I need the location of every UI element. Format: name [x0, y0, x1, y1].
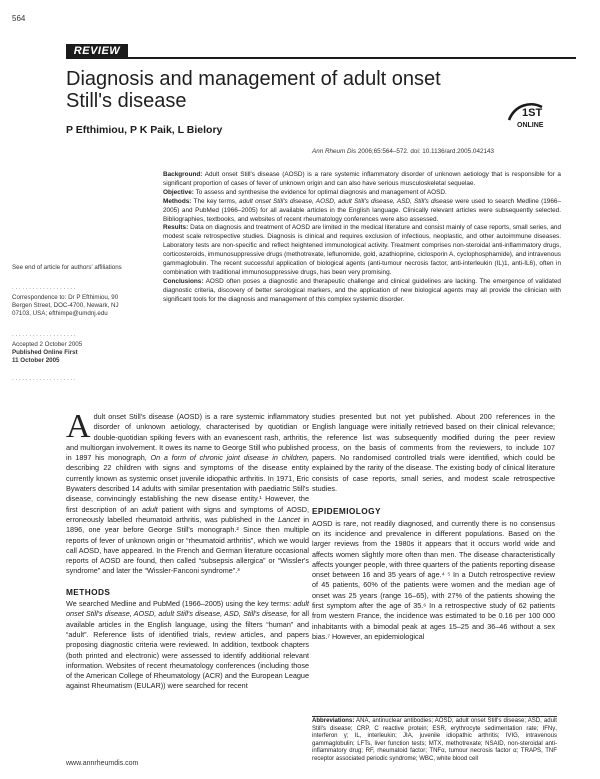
article-authors: P Efthimiou, P K Paik, L Bielory [66, 124, 223, 136]
abstract-methods [163, 198, 561, 225]
abbreviations-box [312, 716, 557, 763]
epidemiology-heading: EPIDEMIOLOGY [312, 506, 381, 517]
footer-url: www.annrheumdis.com [66, 760, 139, 767]
monograph-title: On a form of chronic joint disease in children, [150, 453, 310, 463]
first-online-logo [506, 98, 548, 134]
correspondence: Correspondence to: Dr P Efthimiou, 90 Bergen Street, DOC-4700, Newark, NJ 07103, USA; efthimpe@umdnj.edu [12, 294, 119, 317]
methods-text-1: We searched Medline and PubMed (1966–2005) using the key terms: [66, 599, 292, 609]
citation-details: 2006;65:564–572. doi: 10.1136/ard.2005.042143 [357, 148, 494, 155]
intro-paragraph [66, 408, 310, 577]
abstract-objective [163, 189, 561, 198]
journal-name: Ann Rheum Dis [312, 148, 357, 155]
intro-text-3: patient with signs and symptoms of AOSD, erroneously labelled rheumatoid arthritis, was published in the [66, 504, 310, 524]
first-online-bottom-text: ONLINE [517, 122, 544, 129]
abbreviations-text: ANA, antinuclear antibodies; AOSD, adult onset Still's disease; ASD, adult Still's disease; CRP, C reactive protein; ESR, erythrocyte sedimentation rate; IFNγ, interferon γ; IL, interleukin; JIA, juvenile idiopathic arthritis; IVIG, intravenous gammaglobulin; LFTs, liver function tests; MTX, methotrexate; NSAID, non-steroidal anti-inflammatory drug; RF, rheumatoid factor; TNFα, tumour necrosis factor α; TRAPS, TNF receptor associated periodic syndrome; WBC, white blood cell [312, 718, 557, 762]
abstract-conclusions-label: Conclusions: [163, 277, 204, 285]
abstract [163, 171, 561, 305]
page-number: 564 [12, 14, 26, 23]
abstract-results [163, 224, 561, 277]
methods-paragraph [66, 599, 309, 692]
article-citation [312, 148, 494, 155]
abstract-conclusions-text: AOSD often poses a diagnostic and therapeutic challenge and clinical guidelines are lacking. The emergence of validated diagnostic criteria, discovery of better serological markers, and the application of new biological agents may all provide the clinician with significant tools for the diagnosis and management of this complex systemic disorder. [163, 277, 561, 303]
methods-continued-paragraph: studies presented but not yet published. About 200 references in the English language were initially retrieved based on their clinical relevance; the reference list was subsequently modified during the peer review process, on the basis of comments from the reviewers, to include 107 papers. No randomised controlled trials were identified, which could be explained by the rarity of the disease. The existing body of clinical literature consists of case reports, small series, and modest scale retrospective studies. [312, 412, 555, 494]
abstract-methods-terms: adult onset Still's disease, AOSD, adult Still's disease, ASD, Still's disease [239, 197, 453, 205]
intro-text-2: describing 22 children with signs and symptoms of the disease entity currently known as systemic onset juvenile idiopathic arthritis. In 1971, Eric Bywaters described 14 adults with similar presentation with paediatric Still's disease, convincingly establishing the new disease entity.¹ However, the first description of an [66, 463, 309, 514]
epidemiology-paragraph: AOSD is rare, not readily diagnosed, and currently there is no consensus on its incidence and prevalence in different populations. Based on the larger reviews from the 1980s it appears that it occurs world wide and affects women slightly more often than men. The disease characteristically affects younger people, with three quarters of the patients reporting disease onset between 16 and 35 years of age.⁴ ⁵ In a Dutch retrospective review of 45 patients, 60% of the patients were women and the median age of onset was 25 years (range 16–65), with 27% of the patients showing the first symptom after the age of 35.⁶ In a retrospective study of 62 patients from western France, the incidence was estimated to be 0.16 per 100 000 inhabitants with a bimodal peak at ages 15–25 and 36–46 without a sex bias.⁷ However, an epidemiological [312, 518, 555, 641]
methods-text-2: for all available articles in the English language, using the filters “human” and “adult”. Reference lists of identified trials, review articles, and papers proposing diagnostic criteria were reviewed. In addition, textbook chapters (both printed and electronic) were assessed to identify additional relevant information. Websites of recent rheumatology conferences (including those of the American College of Rheumatology (ACR) and the European League against Rheumatism (EULAR)) were searched for recent [66, 609, 310, 691]
abstract-results-text: Data on diagnosis and treatment of AOSD are limited in the medical literature and consist mainly of case reports, small series, and modest scale retrospective studies. Diagnosis is clinical and requires exclusion of infectious, neoplastic, and other autoimmune diseases. Laboratory tests are non-specific and reflect heightened immunological activity. Treatment comprises non-steroidal anti-inflammatory drugs, corticosteroids, immunosuppressive drugs (methotrexate, leflunomide, gold, azathioprine, ciclosporin A, cyclophosphamide), and intravenous gammaglobulin. The recent successful application of biological agents (anti-tumour necrosis factor, anti-interleukin (IL)1, anti-IL6), often in combination with traditional immunosuppressive drugs, has been very promising. [163, 224, 561, 276]
abstract-background-text: Adult onset Still's disease (AOSD) is a rare systemic inflammatory disorder of unknown aetiology that is responsible for a significant proportion of cases of fever of unknown origin and can also have serious musculoskeletal sequelae. [163, 171, 561, 187]
sidebar-divider-2: . . . . . . . . . . . . . . . . . . . [12, 331, 76, 338]
article-title: Diagnosis and management of adult onset Still's disease [66, 68, 441, 112]
abstract-results-label: Results: [163, 224, 189, 232]
first-online-top-text: 1ST [522, 107, 543, 119]
abstract-background-label: Background: [163, 171, 203, 178]
body-column-left [66, 408, 310, 692]
section-label: REVIEW [66, 44, 128, 58]
article-dates [12, 341, 132, 365]
abstract-methods-label: Methods: [163, 197, 192, 205]
abbreviations-label: Abbreviations: [312, 718, 355, 724]
published-label: Published Online First [12, 349, 78, 356]
abstract-conclusions [163, 278, 561, 305]
intro-adult-emphasis: adult [141, 504, 158, 514]
lancet-journal: Lancet [278, 514, 300, 524]
intro-text-4: in 1896, one year before George Still's monograph.² Since then multiple reports of fever of unknown origin or “rheumatoid arthritis”, which we would call AOSD, have appeared. In the French and German literature occasional reports of AOSD are found, then called “subsepsis allergica” or “Wissler's syndrome” and later the “Wissler-Fanconi syndrome”.³ [66, 514, 310, 576]
section-rule [66, 57, 576, 59]
affiliations-note: See end of article for authors' affiliations [12, 264, 122, 271]
published-date: 11 October 2005 [12, 357, 60, 364]
body-column-right [312, 412, 555, 642]
abstract-background [163, 171, 561, 189]
abstract-methods-text-a: The key terms, [193, 197, 237, 205]
methods-key-terms: adult onset Still's disease, AOSD, adult Still's disease, ASD, Still's disease, [66, 599, 310, 619]
drop-cap: A [66, 408, 91, 445]
accepted-date: Accepted 2 October 2005 [12, 341, 83, 348]
methods-heading: METHODS [66, 586, 111, 597]
abstract-objective-label: Objective: [163, 188, 194, 196]
abstract-objective-text: To assess and synthesise the evidence for optimal diagnosis and management of AOSD. [195, 188, 447, 196]
abstract-methods-text-b: were used to search Medline (1966–2005) and PubMed (1966–2005) for all available articles in the English language. Clinically relevant articles were subsequently selected. Bibliographies, textbooks, and websites of recent rheumatology conferences were also assessed. [163, 197, 562, 223]
sidebar-divider-3: . . . . . . . . . . . . . . . . . . . [12, 375, 76, 382]
intro-text-1: dult onset Still's disease (AOSD) is a rare systemic inflammatory disorder of unknown aetiology, characterised by quotidian or double-quotidian spiking fevers with an evanescent rash, arthritis, and multiorgan involvement. It owes its name to George Still who published in 1897 his monograph, [66, 412, 309, 463]
sidebar-divider: . . . . . . . . . . . . . . . . . . . [12, 284, 76, 291]
